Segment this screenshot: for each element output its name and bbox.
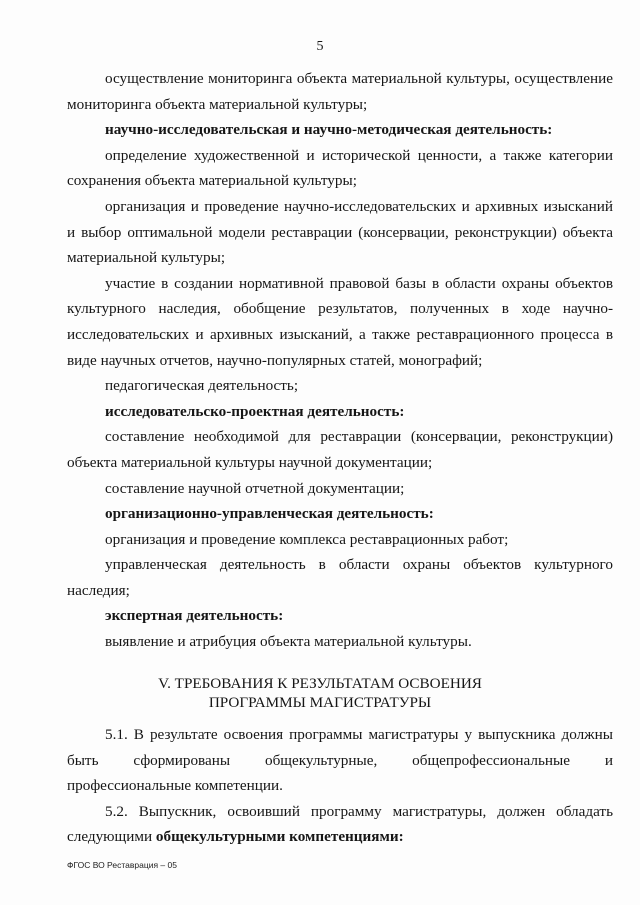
document-footer: ФГОС ВО Реставрация – 05 bbox=[67, 860, 177, 870]
paragraph-5-1: 5.1. В результате освоения программы магистратуры у выпускника должны быть сформированы общекультурные, общепрофессиональные и профессиональные компетенции. bbox=[67, 726, 613, 795]
heading-expert-activity: экспертная деятельность: bbox=[105, 607, 284, 625]
paragraph-attribution: выявление и атрибуция объекта материальной культуры. bbox=[105, 633, 472, 651]
heading-design-activity: исследовательско-проектная деятельность: bbox=[105, 402, 405, 420]
page-number: 5 bbox=[316, 39, 324, 54]
paragraph-regulatory-base: участие в создании нормативной правовой базы в области охраны объектов культурного наследия, обобщение результатов, полученных в ходе научно-исследовательских и архивных изысканий, а также реставрационного процесса в виде научных отчетов, научно-популярных статей, монографий; bbox=[67, 274, 613, 369]
paragraph-documentation: составление необходимой для реставрации (консервации, реконструкции) объекта материальной культуры научной документации; bbox=[67, 428, 613, 471]
paragraph-research-organization: организация и проведение научно-исследовательских и архивных изысканий и выбор оптимальной модели реставрации (консервации, реконструкции) объекта материальной культуры; bbox=[67, 197, 613, 267]
section-heading-line-2: ПРОГРАММЫ МАГИСТРАТУРЫ bbox=[208, 694, 432, 711]
paragraph-5-2 bbox=[67, 799, 613, 850]
heading-research-activity: научно-исследовательская и научно-методическая деятельность: bbox=[105, 121, 553, 139]
paragraph-reporting: составление научной отчетной документации; bbox=[105, 479, 405, 497]
paragraph-value-definition: определение художественной и исторической ценности, а также категории сохранения объекта материальной культуры; bbox=[67, 146, 613, 190]
requirements-text bbox=[67, 722, 613, 850]
paragraph-5-2-text: 5.2. Выпускник, освоивший программу магистратуры, должен обладать следующими bbox=[67, 802, 613, 846]
paragraph-monitoring: осуществление мониторинга объекта материальной культуры, осуществление мониторинга объекта материальной культуры; bbox=[67, 70, 613, 113]
paragraph-pedagogical: педагогическая деятельность; bbox=[105, 377, 299, 395]
activity-list bbox=[67, 66, 613, 655]
section-heading-line-1: V. ТРЕБОВАНИЯ К РЕЗУЛЬТАТАМ ОСВОЕНИЯ bbox=[158, 675, 482, 692]
paragraph-5-2-bold: общекультурными компетенциями: bbox=[155, 828, 404, 846]
heading-organizational-activity: организационно-управленческая деятельность: bbox=[105, 505, 434, 523]
paragraph-management: управленческая деятельность в области охраны объектов культурного наследия; bbox=[67, 556, 613, 599]
paragraph-restoration-works: организация и проведение комплекса реставрационных работ; bbox=[105, 530, 509, 548]
section-heading bbox=[0, 674, 640, 712]
